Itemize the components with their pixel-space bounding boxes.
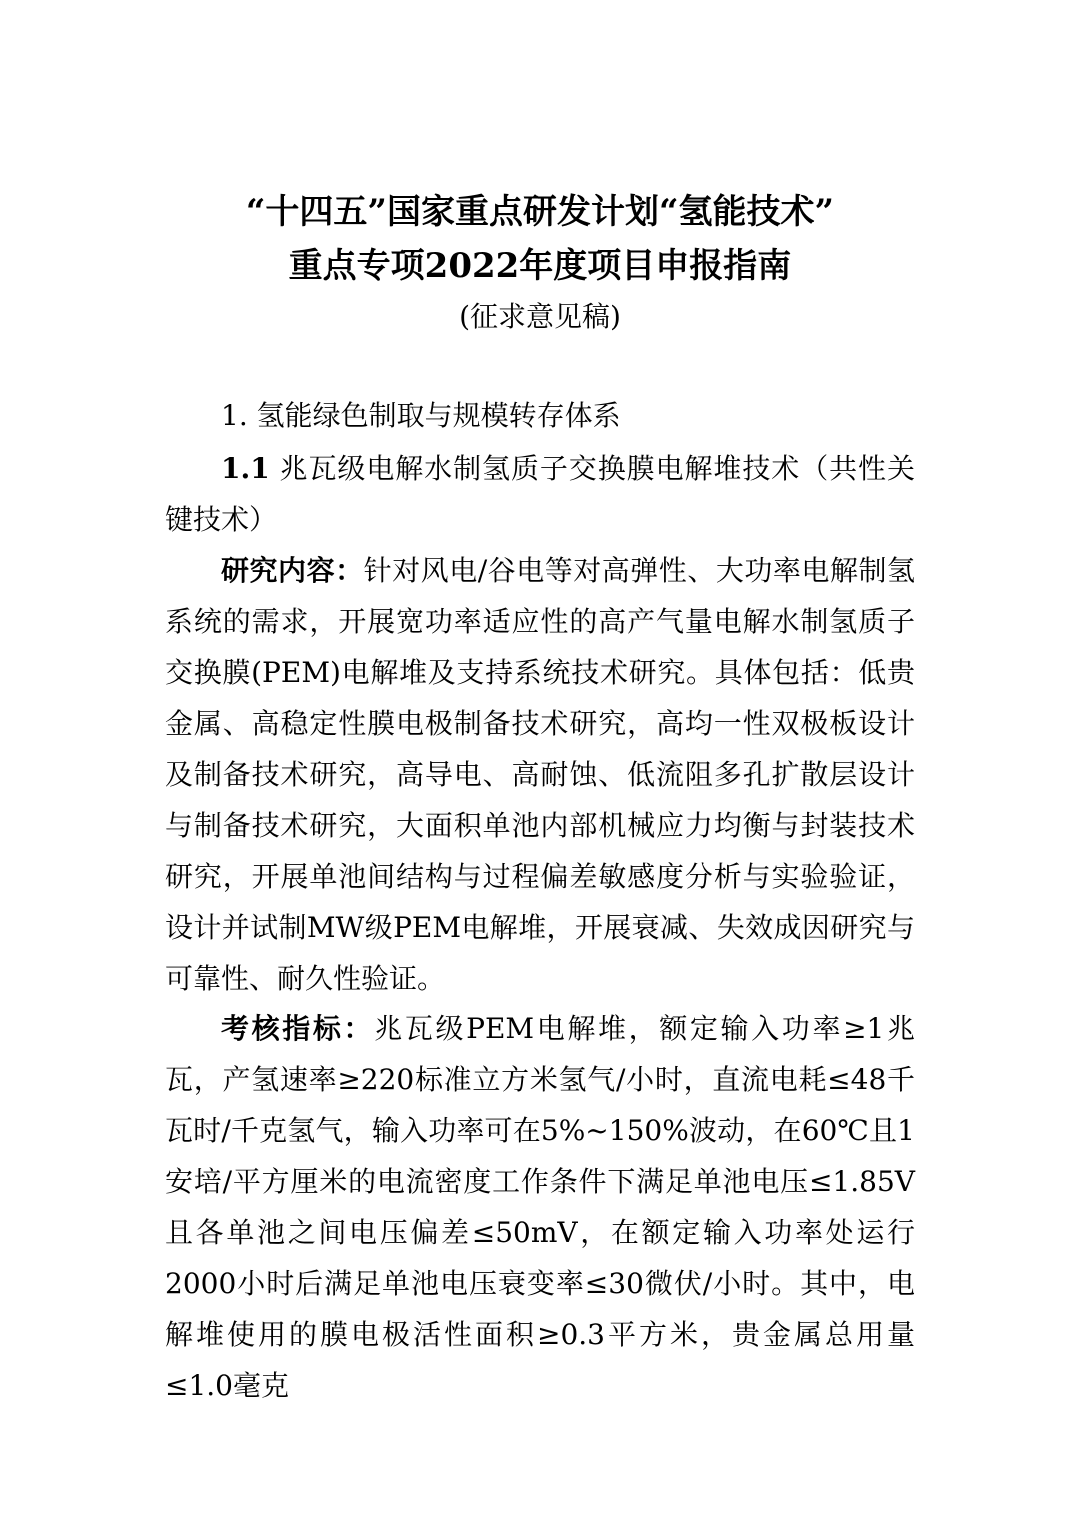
assessment-paragraph [165, 1003, 915, 1411]
assessment-text: 兆瓦级PEM电解堆，额定输入功率≥1兆瓦，产氢速率≥220标准立方米氢气/小时，直流电耗≤48千瓦时/千克氢气，输入功率可在5%~150%波动，在60℃且1安培/平方厘米的电流密度工作条件下满足单池电压≤1.85V且各单池之间电压偏差≤50mV，在额定输入功率处运行2000小时后满足单池电压衰变率≤30微伏/小时。其中，电解堆使用的膜电极活性面积≥0.3平方米，贵金属总用量≤1.0毫克 [165, 1012, 915, 1402]
document-subtitle: (征求意见稿) [459, 300, 621, 333]
section-heading-1 [165, 390, 915, 441]
research-label: 研究内容： [221, 554, 364, 587]
document-title-line-2: 重点专项2022年度项目申报指南 [288, 246, 792, 286]
subsection-number: 1.1 [221, 452, 270, 485]
subsection-title: 兆瓦级电解水制氢质子交换膜电解堆技术（共性关键技术） [165, 452, 915, 536]
assessment-label: 考核指标： [221, 1012, 375, 1045]
research-text: 针对风电/谷电等对高弹性、大功率电解制氢系统的需求，开展宽功率适应性的高产气量电解水制氢质子交换膜(PEM)电解堆及支持系统技术研究。具体包括：低贵金属、高稳定性膜电极制备技术研究，高均一性双极板设计及制备技术研究，高导电、高耐蚀、低流阻多孔扩散层设计与制备技术研究，大面积单池内部机械应力均衡与封装技术研究，开展单池间结构与过程偏差敏感度分析与实验验证，设计并试制MW级PEM电解堆，开展衰减、失效成因研究与可靠性、耐久性验证。 [165, 554, 915, 995]
research-content-paragraph [165, 545, 915, 1004]
document-title-line-1: “十四五”国家重点研发计划“氢能技术” [245, 192, 835, 232]
section-heading-1-1 [165, 443, 915, 545]
section-title: 氢能绿色制取与规模转存体系 [256, 399, 621, 432]
section-number: 1. [221, 399, 248, 432]
